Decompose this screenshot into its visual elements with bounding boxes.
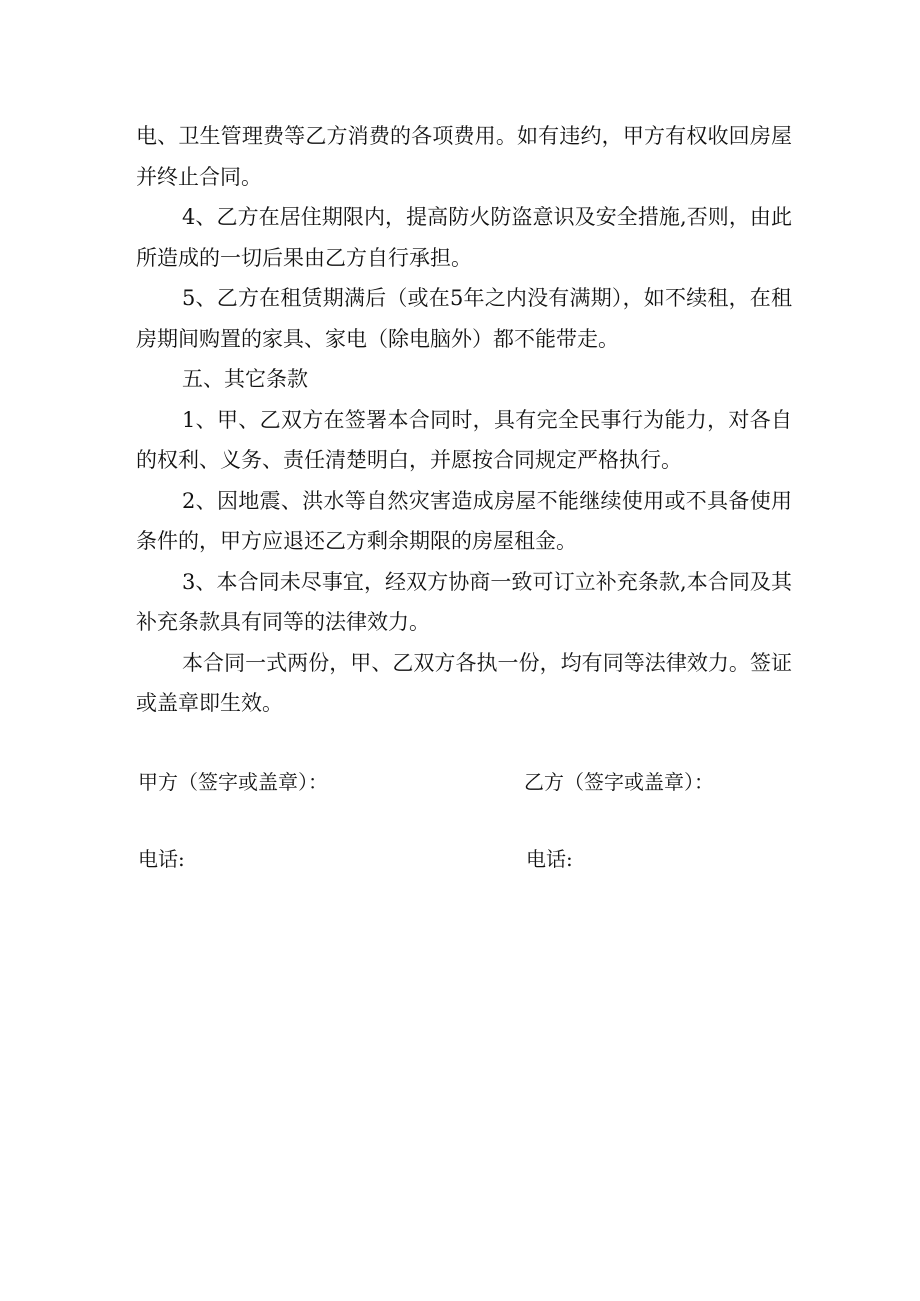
party-a-phone-label: 电话:	[138, 847, 185, 871]
paragraph-fees-continued: 电、卫生管理费等乙方消费的各项费用。如有违约，甲方有权收回房屋并终止合同。	[136, 124, 792, 189]
paragraph-other-1: 1、甲、乙双方在签署本合同时，具有完全民事行为能力，对各自的权利、义务、责任清楚明白，并愿按合同规定严格执行。	[136, 407, 792, 472]
contract-body	[136, 116, 792, 724]
party-a-signature-label: 甲方（签字或盖章）：	[138, 770, 328, 794]
party-b-phone-label: 电话:	[526, 847, 573, 871]
paragraph-clause-4: 4、乙方在居住期限内，提高防火防盗意识及安全措施,否则，由此所造成的一切后果由乙方自行承担。	[136, 205, 792, 270]
section-heading-other-terms: 五、其它条款	[182, 367, 308, 391]
paragraph-copies: 本合同一式两份，甲、乙双方各执一份，均有同等法律效力。签证或盖章即生效。	[136, 650, 792, 715]
paragraph-clause-5: 5、乙方在租赁期满后（或在5年之内没有满期），如不续租，在租房期间购置的家具、家电（除电脑外）都不能带走。	[136, 286, 792, 351]
party-b-signature-label: 乙方（签字或盖章）：	[524, 770, 714, 794]
paragraph-other-3: 3、本合同未尽事宜，经双方协商一致可订立补充条款,本合同及其补充条款具有同等的法律效力。	[136, 569, 792, 634]
paragraph-other-2: 2、因地震、洪水等自然灾害造成房屋不能继续使用或不具备使用条件的，甲方应退还乙方剩余期限的房屋租金。	[136, 488, 792, 553]
